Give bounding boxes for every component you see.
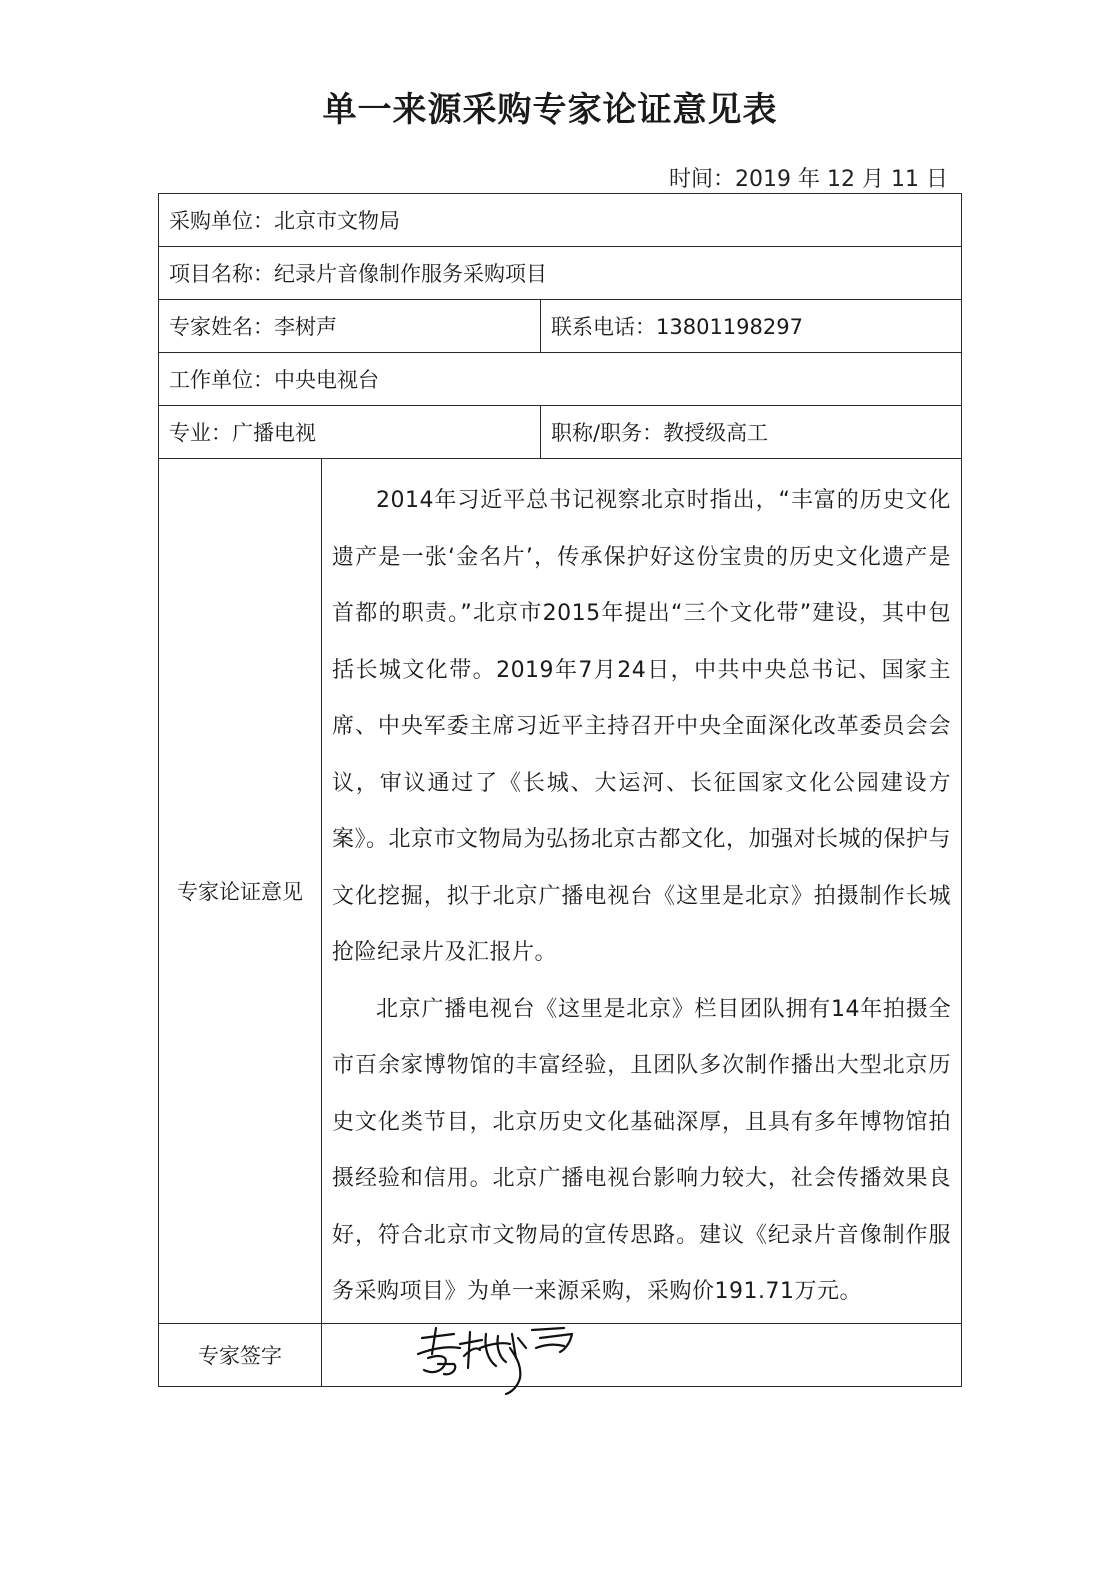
handwritten-signature	[414, 1324, 584, 1396]
opinion-paragraph-1: 2014年习近平总书记视察北京时指出，“丰富的历史文化遗产是一张‘金名片’，传承保护好这份宝贵的历史文化遗产是首都的职责。”北京市2015年提出“三个文化带”建设，其中包括长城文化带。2019年7月24日，中共中央总书记、国家主席、中央军委主席习近平主持召开中央全面深化改革委员会会议，审议通过了《长城、大运河、长征国家文化公园建设方案》。北京市文物局为弘扬北京古都文化，加强对长城的保护与文化挖掘，拟于北京广播电视台《这里是北京》拍摄制作长城抢险纪录片及汇报片。	[332, 488, 952, 965]
purchaser-row	[159, 194, 962, 247]
opinion-content	[322, 459, 962, 1324]
purchaser-cell: 采购单位：北京市文物局	[159, 194, 962, 247]
expert-row	[159, 300, 962, 353]
opinion-paragraph-2: 北京广播电视台《这里是北京》栏目团队拥有14年拍摄全市百余家博物馆的丰富经验，且团队多次制作播出大型北京历史文化类节目，北京历史文化基础深厚，且具有多年博物馆拍摄经验和信用。北京广播电视台影响力较大，社会传播效果良好，符合北京市文物局的宣传思路。建议《纪录片音像制作服务采购项目》为单一来源采购，采购价191.71万元。	[332, 996, 951, 1304]
signature-label: 专家签字	[159, 1323, 322, 1386]
document-title: 单一来源采购专家论证意见表	[322, 90, 778, 130]
signature-cell	[322, 1323, 962, 1386]
document-date: 时间：2019 年 12 月 11 日	[669, 167, 948, 192]
work-unit-row	[159, 353, 962, 406]
opinion-row	[159, 459, 962, 1324]
opinion-label: 专家论证意见	[159, 459, 322, 1324]
major-cell: 专业：广播电视	[159, 406, 541, 459]
project-row	[159, 247, 962, 300]
work-unit-cell: 工作单位：中央电视台	[159, 353, 962, 406]
signature-row	[159, 1323, 962, 1386]
title-position-cell: 职称/职务：教授级高工	[541, 406, 962, 459]
evaluation-form-table	[158, 193, 962, 1387]
expert-name-cell: 专家姓名：李树声	[159, 300, 541, 353]
project-cell: 项目名称：纪录片音像制作服务采购项目	[159, 247, 962, 300]
major-row	[159, 406, 962, 459]
phone-cell: 联系电话：13801198297	[541, 300, 962, 353]
